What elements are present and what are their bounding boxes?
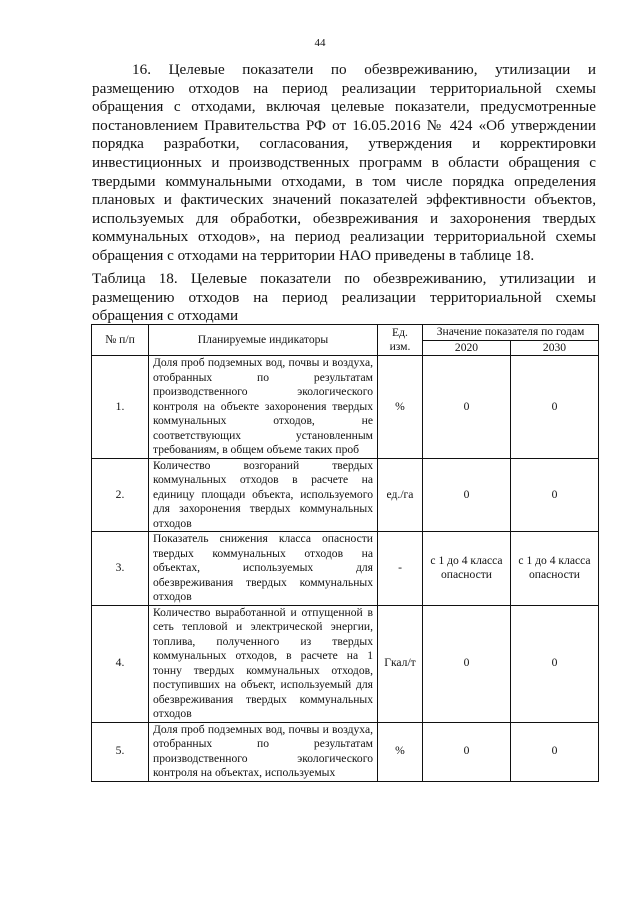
row-value-2020: 0 — [423, 356, 511, 459]
row-value-2030: 0 — [511, 356, 599, 459]
table-row — [92, 356, 599, 459]
row-unit: % — [378, 722, 423, 781]
row-value-2030: 0 — [511, 722, 599, 781]
row-num: 2. — [92, 458, 149, 532]
row-unit: % — [378, 356, 423, 459]
header-year-2030: 2030 — [511, 340, 599, 356]
table-row — [92, 605, 599, 722]
row-indicator: Доля проб подземных вод, почвы и воздуха, отобранных по результатам производственного экологического контроля на объектах, используемых — [149, 722, 378, 781]
row-num: 1. — [92, 356, 149, 459]
header-year-2020: 2020 — [423, 340, 511, 356]
row-value-2020: 0 — [423, 722, 511, 781]
row-num: 3. — [92, 532, 149, 606]
intro-paragraph: 16. Целевые показатели по обезвреживанию, утилизации и размещению отходов на период реализации территориальной схемы обращения с отходами, включая целевые показатели, предусмотренные постановлением Правительства РФ от 16.05.2016 № 424 «Об утверждении порядка разработки, согласования, утверждения и корректировки инвестиционных и производственных программ в области обращения с твердыми коммунальными отходами, в том числе порядка определения плановых и фактических значений показателей эффективности объектов, используемых для обработки, обезвреживания и захоронения твердых коммунальных отходов», на период реализации территориальной схемы обращения с отходами на территории НАО приведены в таблице 18. — [92, 61, 596, 264]
page-number: 44 — [314, 37, 326, 49]
row-value-2020: 0 — [423, 458, 511, 532]
table-header-row — [92, 325, 599, 341]
table-row — [92, 458, 599, 532]
row-indicator: Доля проб подземных вод, почвы и воздуха, отобранных по результатам производственного экологического контроля на объекте захоронения твердых коммунальных отходов, не соответствующих установленным требованиям, в общем объеме таких проб — [149, 356, 378, 459]
table-caption: Таблица 18. Целевые показатели по обезвреживанию, утилизации и размещению отходов на период реализации территориальной схемы обращения с отходами — [92, 270, 596, 325]
row-num: 4. — [92, 605, 149, 722]
header-unit: Ед. изм. — [378, 325, 423, 356]
row-num: 5. — [92, 722, 149, 781]
table-row — [92, 532, 599, 606]
header-num: № п/п — [92, 325, 149, 356]
row-indicator: Количество выработанной и отпущенной в сеть тепловой и электрической энергии, топлива, полученного из твердых коммунальных отходов, в расчете на 1 тонну твердых коммунальных отходов, поступивших на объект, используемый для обезвреживания твердых коммунальных отходов — [149, 605, 378, 722]
row-unit: ед./га — [378, 458, 423, 532]
header-indicator: Планируемые индикаторы — [149, 325, 378, 356]
row-value-2020: 0 — [423, 605, 511, 722]
indicators-table — [91, 324, 599, 782]
row-indicator: Количество возгораний твердых коммунальных отходов в расчете на единицу площади объекта, используемого для захоронения твердых коммунальных отходов — [149, 458, 378, 532]
row-indicator: Показатель снижения класса опасности твердых коммунальных отходов на объектах, используемых для обезвреживания твердых коммунальных отходов — [149, 532, 378, 606]
row-value-2030: с 1 до 4 класса опасности — [511, 532, 599, 606]
row-unit: Гкал/т — [378, 605, 423, 722]
row-value-2020: с 1 до 4 класса опасности — [423, 532, 511, 606]
table-row — [92, 722, 599, 781]
row-value-2030: 0 — [511, 605, 599, 722]
header-values-group: Значение показателя по годам — [423, 325, 599, 341]
row-value-2030: 0 — [511, 458, 599, 532]
row-unit: - — [378, 532, 423, 606]
